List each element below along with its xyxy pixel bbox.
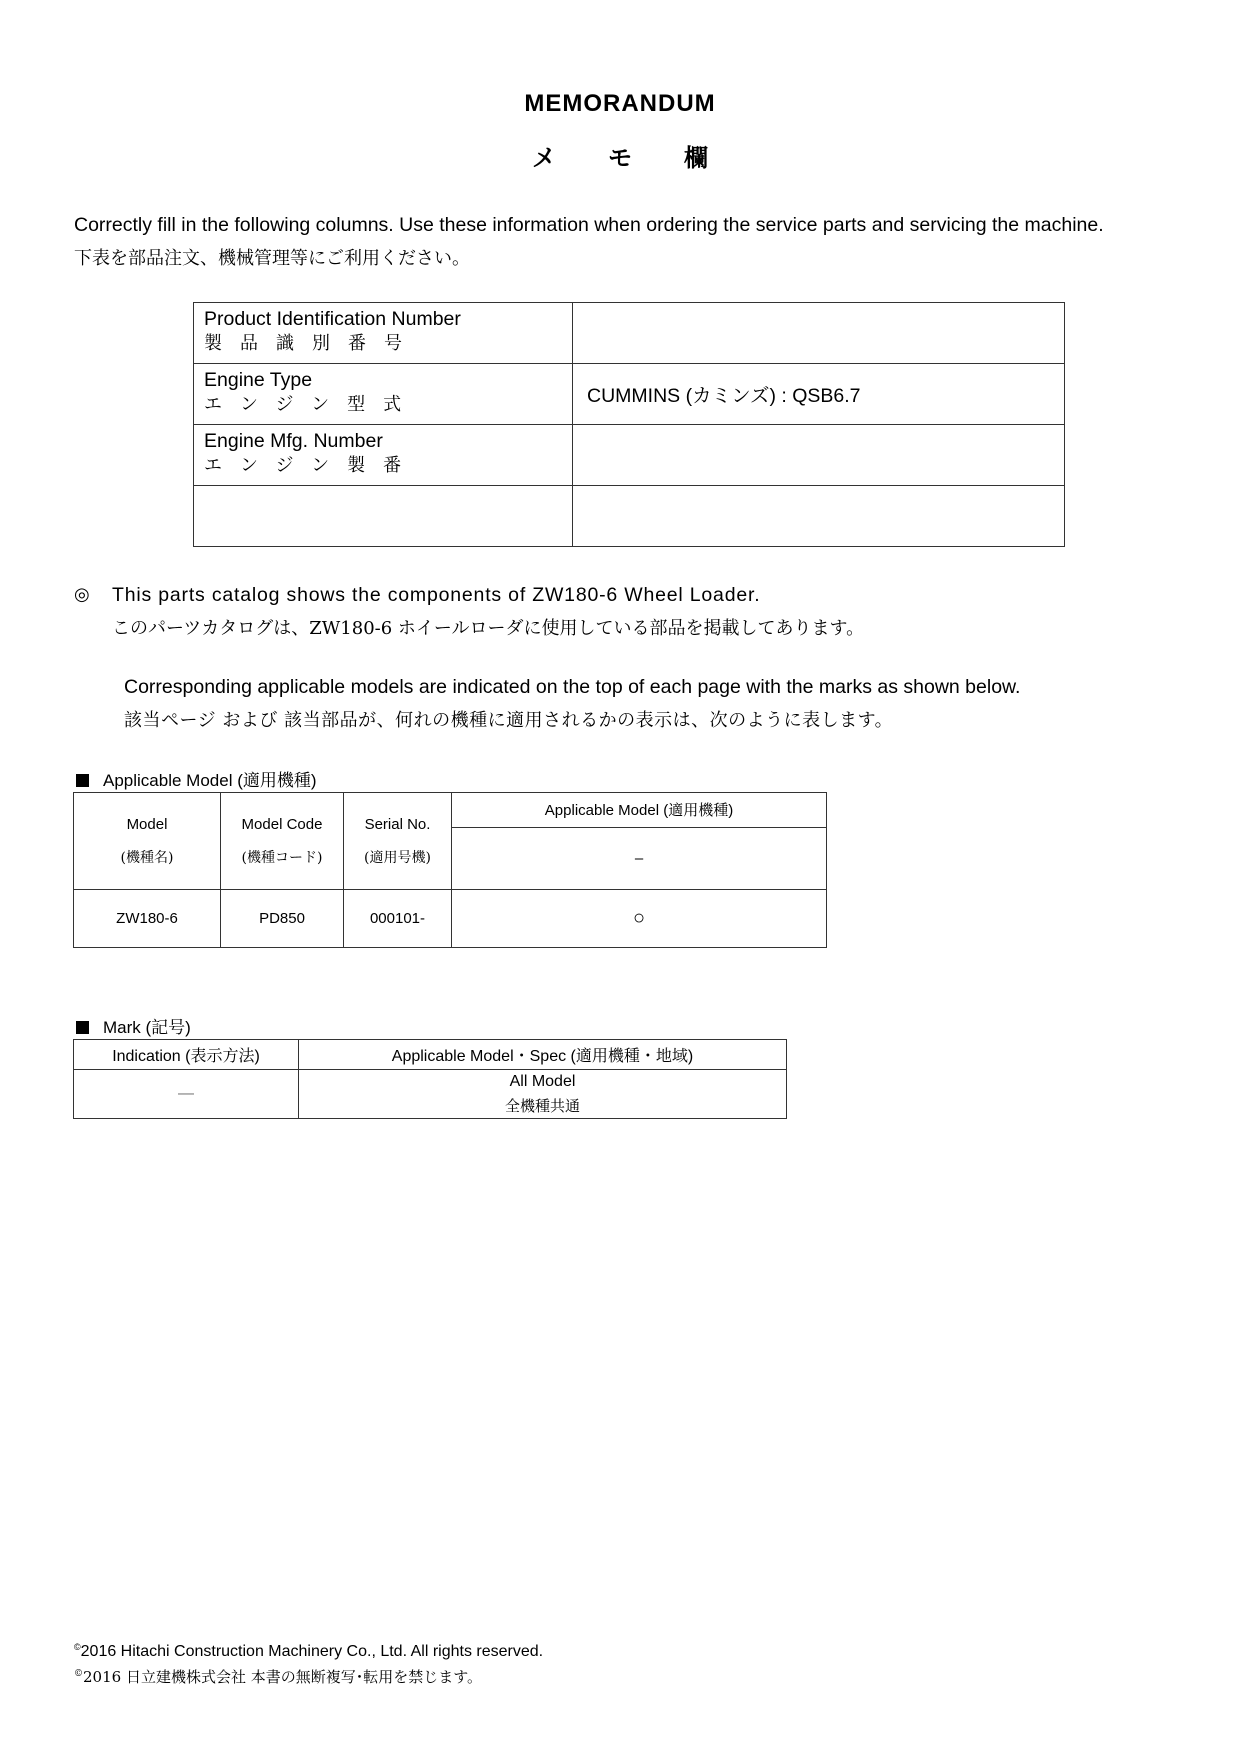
mark-table	[73, 1039, 787, 1119]
catalog-note-jp: このパーツカタログは、ZW180-6 ホイールローダに使用している部品を掲載してあります。	[112, 618, 865, 639]
applicable-model-heading	[76, 766, 317, 791]
model-cell: ZW180-6	[74, 890, 221, 948]
info-label-en: Engine Type	[204, 369, 313, 391]
table-row	[74, 890, 827, 948]
applicable-mark-symbol: –	[452, 827, 827, 889]
info-label-cell	[194, 364, 573, 425]
col-model-label: Model	[126, 815, 168, 833]
col-model-label-jp: (機種名)	[120, 849, 174, 866]
mark-heading	[76, 1013, 191, 1038]
engine-mfg-number-value[interactable]	[573, 425, 1065, 486]
table-row	[74, 1070, 787, 1119]
header-cell-applicable: Applicable Model (適用機種)	[452, 793, 827, 828]
corresponding-note-jp: 該当ページ および 該当部品が、何れの機種に適用されるかの表示は、次のように表します。	[124, 710, 894, 731]
applicable-model-heading-text: Applicable Model (適用機種)	[103, 771, 317, 790]
intro-text-en: Correctly fill in the following columns. Use these information when ordering the service parts and servicing the machine.	[74, 214, 1104, 236]
applicable-cell: ○	[452, 890, 827, 948]
col-serial-label-jp: (適用号機)	[364, 849, 431, 866]
info-label-en: Product Identification Number	[204, 308, 461, 330]
info-label-en: Engine Mfg. Number	[204, 430, 383, 452]
info-label-cell[interactable]	[194, 486, 573, 547]
info-label-jp: エンジン型式	[204, 394, 420, 415]
title-jp-char: モ	[608, 145, 632, 172]
info-label-cell	[194, 303, 573, 364]
info-label-jp: エンジン製番	[204, 455, 420, 476]
square-bullet-icon	[76, 774, 89, 787]
spec-cell	[299, 1070, 787, 1119]
mark-heading-text: Mark (記号)	[103, 1018, 191, 1037]
square-bullet-icon	[76, 1021, 89, 1034]
copyright-jp	[74, 1666, 482, 1687]
col-spec-header: Applicable Model・Spec (適用機種・地域)	[299, 1040, 787, 1070]
product-id-value[interactable]	[573, 303, 1065, 364]
copyright-en-text: 2016 Hitachi Construction Machinery Co., Ltd. All rights reserved.	[80, 1643, 544, 1660]
header-cell-code	[221, 793, 344, 890]
header-cell-serial	[344, 793, 452, 890]
title-jp-char: 欄	[684, 145, 708, 172]
double-circle-icon: ◎	[74, 584, 90, 604]
serial-cell: 000101-	[344, 890, 452, 948]
copyright-icon: ©	[74, 1642, 81, 1652]
col-serial-label: Serial No.	[364, 815, 431, 833]
table-header-row	[74, 793, 827, 828]
table-header-row	[74, 1040, 787, 1070]
copyright-jp-text: 2016 日立建機株式会社 本書の無断複写･転用を禁じます。	[83, 1668, 483, 1686]
blank-value[interactable]	[573, 486, 1065, 547]
page-title: MEMORANDUM	[524, 90, 716, 117]
col-code-label: Model Code	[241, 815, 323, 833]
spec-jp: 全機種共通	[504, 1096, 580, 1115]
col-indication-header: Indication (表示方法)	[74, 1040, 299, 1070]
col-code-label-jp: (機種コード)	[241, 849, 323, 866]
corresponding-note-en: Corresponding applicable models are indicated on the top of each page with the marks as shown below.	[124, 676, 1021, 698]
copyright-en	[74, 1642, 543, 1661]
info-label-cell	[194, 425, 573, 486]
intro-text-jp: 下表を部品注文、機械管理等にご利用ください。	[74, 248, 470, 269]
table-row	[194, 303, 1065, 364]
copyright-icon: ©	[74, 1669, 83, 1679]
table-row	[194, 425, 1065, 486]
table-row	[194, 364, 1065, 425]
engine-type-value: CUMMINS (カミンズ) : QSB6.7	[573, 364, 1065, 425]
info-label-jp: 製品識別番号	[204, 333, 420, 354]
model-code-cell: PD850	[221, 890, 344, 948]
applicable-model-table	[73, 792, 827, 948]
page-title-jp	[0, 138, 1240, 173]
catalog-note-en: This parts catalog shows the components of ZW180-6 Wheel Loader.	[112, 584, 761, 606]
machine-info-table	[193, 302, 1065, 547]
table-row	[194, 486, 1065, 547]
spec-en: All Model	[509, 1072, 576, 1090]
indication-cell: —	[74, 1070, 299, 1119]
title-jp-char: メ	[532, 145, 556, 172]
header-cell-model	[74, 793, 221, 890]
